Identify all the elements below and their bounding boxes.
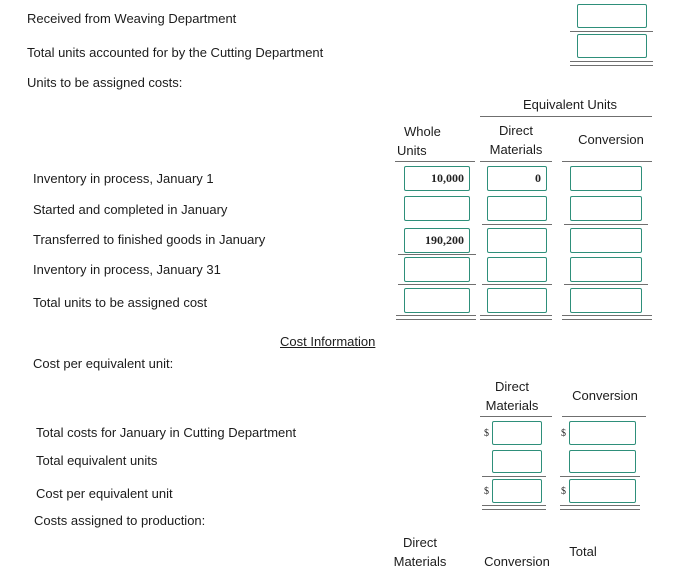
total-accounted-label: Total units accounted for by the Cutting Department xyxy=(27,45,324,60)
conv-units-total[interactable] xyxy=(570,288,642,313)
conv-cost-per-eu-input[interactable] xyxy=(569,479,636,503)
bottom-dm-header-2: Materials xyxy=(393,554,447,569)
conv-cost-double-underline xyxy=(560,505,640,510)
cost-col-conversion-header: Conversion xyxy=(572,388,638,403)
dm-units-rule-1 xyxy=(482,224,552,225)
dm-units-inventory-jan31[interactable] xyxy=(487,257,547,282)
equivalent-units-rule xyxy=(480,116,652,117)
whole-units-total-rule xyxy=(398,284,476,285)
dollar-sign-icon: $ xyxy=(561,486,566,497)
bottom-conversion-header: Conversion xyxy=(484,554,550,569)
received-input[interactable] xyxy=(577,4,647,28)
whole-units-double-underline xyxy=(396,315,476,320)
conv-units-inventory-jan31[interactable] xyxy=(570,257,642,282)
equivalent-units-header: Equivalent Units xyxy=(523,97,617,112)
conversion-header-rule xyxy=(562,161,652,162)
row-label-total-units: Total units to be assigned cost xyxy=(33,295,208,310)
conv-cost-rule xyxy=(560,476,640,477)
conv-units-total-rule xyxy=(564,284,648,285)
col-dm-header-2: Materials xyxy=(489,142,543,157)
dm-cost-per-eu-input[interactable] xyxy=(492,479,542,503)
cost-row-label-total-eu: Total equivalent units xyxy=(36,453,158,468)
whole-units-transferred[interactable] xyxy=(404,228,470,253)
dm-total-eu-input[interactable] xyxy=(492,450,542,473)
cost-per-eu-label: Cost per equivalent unit: xyxy=(33,356,174,371)
dm-units-started-completed[interactable] xyxy=(487,196,547,221)
whole-units-subtotal-rule xyxy=(398,254,476,255)
received-underline xyxy=(570,31,653,32)
col-whole-units-header-1: Whole xyxy=(404,124,441,139)
dm-units-total[interactable] xyxy=(487,288,547,313)
conv-units-started-completed[interactable] xyxy=(570,196,642,221)
dollar-sign-icon: $ xyxy=(561,428,566,439)
whole-units-header-rule xyxy=(395,161,475,162)
cost-information-heading: Cost Information xyxy=(280,334,376,349)
bottom-dm-header-1: Direct xyxy=(403,535,437,550)
conv-units-transferred[interactable] xyxy=(570,228,642,253)
total-accounted-double-underline xyxy=(570,61,653,66)
dm-units-transferred[interactable] xyxy=(487,228,547,253)
cost-conversion-header-rule xyxy=(562,416,646,417)
units-assigned-label: Units to be assigned costs: xyxy=(27,75,183,90)
costs-assigned-label: Costs assigned to production: xyxy=(34,513,206,528)
conv-total-costs-input[interactable] xyxy=(569,421,636,445)
dm-header-rule xyxy=(480,161,552,162)
whole-units-inventory-jan31[interactable] xyxy=(404,257,470,282)
dm-units-inventory-jan1[interactable] xyxy=(487,166,547,191)
whole-units-started-completed[interactable] xyxy=(404,196,470,221)
dollar-sign-icon: $ xyxy=(484,486,489,497)
conv-total-eu-input[interactable] xyxy=(569,450,636,473)
row-label-inventory-jan1: Inventory in process, January 1 xyxy=(33,171,214,186)
bottom-total-header: Total xyxy=(569,544,597,559)
row-label-inventory-jan31: Inventory in process, January 31 xyxy=(33,262,221,277)
cost-col-dm-header-2: Materials xyxy=(485,398,539,413)
whole-units-inventory-jan1[interactable] xyxy=(404,166,470,191)
dm-units-total-rule xyxy=(482,284,552,285)
whole-units-total[interactable] xyxy=(404,288,470,313)
dollar-sign-icon: $ xyxy=(484,428,489,439)
cost-row-label-total-costs: Total costs for January in Cutting Department xyxy=(36,425,297,440)
col-whole-units-header-2: Units xyxy=(397,143,427,158)
dm-cost-double-underline xyxy=(482,505,546,510)
total-accounted-input[interactable] xyxy=(577,34,647,58)
conv-units-double-underline xyxy=(562,315,652,320)
col-dm-header-1: Direct xyxy=(499,123,533,138)
conv-units-inventory-jan1[interactable] xyxy=(570,166,642,191)
cost-row-label-cost-per-eu: Cost per equivalent unit xyxy=(36,486,173,501)
row-label-transferred: Transferred to finished goods in January xyxy=(33,232,266,247)
dm-units-double-underline xyxy=(480,315,552,320)
cost-col-dm-header-1: Direct xyxy=(495,379,529,394)
dm-cost-rule xyxy=(482,476,546,477)
conv-units-rule-1 xyxy=(564,224,648,225)
col-conversion-header: Conversion xyxy=(578,132,644,147)
dm-total-costs-input[interactable] xyxy=(492,421,542,445)
cost-dm-header-rule xyxy=(480,416,552,417)
received-label: Received from Weaving Department xyxy=(27,11,237,26)
row-label-started-completed: Started and completed in January xyxy=(33,202,228,217)
